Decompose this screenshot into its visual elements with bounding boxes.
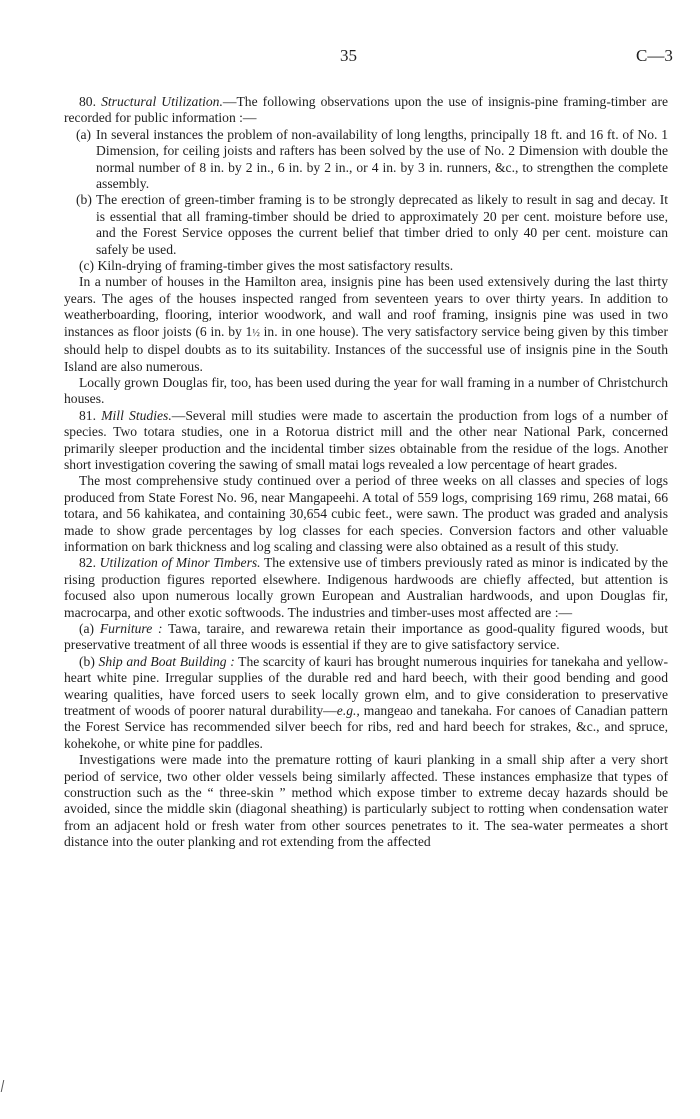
item-text: The scarcity of kauri has brought numerous inquiries for tanekaha and yellow-heart white pine. Irregular supplies of the durable red and hard beech, with their good bending and good wearing qualities, have forced users to seek locally grown elm, and to give consideration to preservative treatment of woods of poorer natural durability— (64, 653, 668, 719)
item-title: Furniture : (99, 621, 163, 636)
item-text: mangeao and tanekaha. For canoes of Canadian pattern the Forest Service has recommended silver beech for ribs, red and hard beech for strakes, &c., and spruce, kohekohe, or white pine for paddles. (64, 703, 668, 751)
section-80-paragraph-douglas-fir (64, 375, 668, 408)
item-title: Ship and Boat Building : (98, 653, 235, 669)
paragraph-text: in. in one house). The very satisfactory service being given by this timber should help to dispel doubts as to its suitability. Instances of the successful use of insignis pine in the South Island are also numerous. (64, 323, 668, 374)
paragraph-text: The most comprehensive study continued over a period of three weeks on all classes and species of logs produced from State Forest No. 96, near Mangapeehi. A total of 559 logs, comprising 169 rimu, 268 matai, 66 totara, and 56 kahikatea, and containing 30,654 cubic feet., were sawn. The product was graded and analysis made to show grade percentages by log classes for each species. Conversion factors and other valuable information on bark thickness and log scaling and classing were also obtained as a result of this study. (64, 473, 668, 554)
section-82-paragraph-kauri-planking (64, 752, 668, 850)
page-header (0, 46, 700, 68)
section-81-number: 81. (79, 407, 96, 423)
section-82-item-a (64, 621, 668, 654)
item-text: Tawa, taraire, and rewarewa retain their importance as good-quality figured woods, but preservative treatment of all three woods is essential if they are to give satisfactory service. (64, 621, 668, 653)
item-text: Kiln-drying of framing-timber gives the most satisfactory results. (97, 258, 454, 274)
section-80-number: 80. (79, 94, 96, 109)
section-80-intro (64, 94, 668, 127)
item-marker: (b) (76, 192, 92, 208)
section-80-intro-text: —The following observations upon the use of insignis-pine framing-timber are recorded for public information :— (64, 94, 669, 126)
item-text: In several instances the problem of non-availability of long lengths, principally 18 ft. and 16 ft. of No. 1 Dimension, for ceiling joists and rafters has been solved by the use of No. 2 Dimension with double the normal number of 8 in. by 2 in., 6 in. by 2 in., or 4 in. by 3 in. runners, &c., to strengthen the complete assembly. (96, 126, 668, 192)
item-text: The erection of green-timber framing is to be strongly deprecated as likely to result in sag and decay. It is essential that all framing-timber should be dried to approximately 20 per cent. moisture before use, and the Forest Service opposes the current belief that timber dried to only 40 per cent. moisture can safely be used. (96, 192, 668, 257)
paragraph-text: Investigations were made into the premature rotting of kauri planking in a small ship after a very short period of service, two other older vessels being similarly affected. These instances emphasize that types of construction such as the “ three-skin ” method which expose timber to extreme decay hazards should be avoided, since the middle skin (diagonal sheathing) is particularly subject to rotting when condensation water from an adjacent hold or fresh water from other sources penetrates to it. The sea-water permeates a short distance into the outer planking and rot extending from the affected (64, 752, 668, 850)
section-80-item-b (64, 192, 668, 258)
item-marker: (a) (79, 621, 95, 636)
fraction-half: ½ (252, 327, 260, 339)
item-marker: (c) (79, 258, 95, 274)
series-code: C—3 (636, 46, 673, 65)
paragraph-text: In a number of houses in the Hamilton area, insignis pine has been used extensively during the last thirty years. The ages of the houses inspected ranged from seventeen years to over thirty years. In addition to weatherboarding, flooring, interior woodwork, and wall and roof framing, insignis pine was used in two instances as floor joists (6 in. by 1 (64, 274, 668, 339)
section-81-intro (64, 408, 668, 474)
paragraph-text: —Several mill studies were made to ascertain the production from logs of a number of species. Two totara studies, one in a Rotorua district mill and the other near National Park, concerned primarily sleeper production and the incidental timber sizes obtainable from the residue of the logs. Another short investigation covering the sawing of small matai logs revealed a low percentage of heart grades. (64, 407, 668, 472)
report-body (64, 94, 668, 851)
section-82-item-b (64, 654, 668, 752)
item-marker: (b) (79, 653, 95, 669)
section-80-item-c (64, 258, 668, 274)
scan-edge-mark (1, 1080, 11, 1092)
section-80-item-a (64, 127, 668, 193)
eg-abbreviation: e.g., (336, 703, 360, 719)
paragraph-text: Locally grown Douglas fir, too, has been used during the year for wall framing in a number of Christchurch houses. (64, 374, 668, 407)
section-81-paragraph-mangapeehi (64, 473, 668, 555)
section-80-title: Structural Utilization. (101, 94, 223, 109)
paragraph-text: The extensive use of timbers previously rated as minor is indicated by the rising production figures reported elsewhere. Indigenous hardwoods are chiefly affected, but attention is focused also upon numerous locally grown European and Australian hardwoods, and upon Douglas fir, macrocarpa, and other exotic softwoods. The industries and timber-uses most affected are :— (64, 555, 669, 620)
section-80-paragraph-hamilton (64, 274, 668, 374)
page-number: 35 (340, 46, 357, 65)
section-82-intro (64, 555, 668, 621)
item-marker: (a) (76, 126, 92, 142)
section-81-title: Mill Studies. (101, 407, 172, 423)
section-82-number: 82. (79, 555, 96, 571)
section-82-title: Utilization of Minor Timbers. (99, 555, 261, 571)
